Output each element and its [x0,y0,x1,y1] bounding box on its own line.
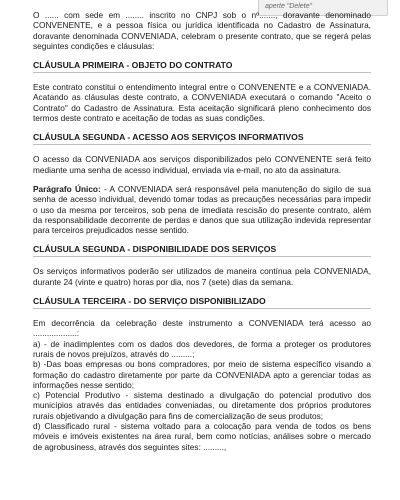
clausula-segunda-disponibilidade-title: CLÁUSULA SEGUNDA - DISPONIBILIDADE DOS SERVIÇOS [33,244,277,255]
clausula-terceira-title: CLÁUSULA TERCEIRA - DO SERVIÇO DISPONIBILIZADO [33,296,266,307]
intro-paragraph: O ...... com sede em ........ inscrito no CNPJ sob o nº......., doravante denominado CONVENENTE, e a pessoa física ou jurídica identificada no Cadastro de Assinatura, doravante denominada CONVENIADA, celebram o presente contrato, que se regerá pelas seguintes condições e cláusulas: [33,10,371,51]
tooltip-text: aperte "Delete" [265,3,312,10]
contract-document [33,10,371,452]
clausula-primeira-title: CLÁUSULA PRIMEIRA - OBJETO DO CONTRATO [33,60,233,71]
list-item-c: c) Potencial Produtivo - sistema destinado a divulgação do potencial produtivo dos municípios através das entidades conveniadas, ou diretamente dos próprios produtores rurais objetivando a divulgação para fins de comercialização de seus produtos; [33,390,371,421]
list-item-b: b) -Das boas empresas ou bons compradores, por meio de sistema específico visando a formação do cadastro diretamente por parte da CONVENIADA apto a gerenciar todas as informações nesse sentido; [33,359,371,390]
section-divider [33,144,371,145]
paragrafo-unico [33,184,371,235]
list-item-d: d) Classificado rural - sistema voltado para a colocação para venda de todos os bens móveis e imóveis existentes na área rural, bem como notícias, análises sobre o mercado de agrobusiness, através dos seguintes sites: ........., [33,421,371,452]
section-divider [33,72,371,73]
clausula-segunda-title: CLÁUSULA SEGUNDA - ACESSO AOS SERVIÇOS INFORMATIVOS [33,132,304,143]
clausula-terceira-text: Em decorrência da celebração deste instrumento a CONVENIADA terá acesso ao ...................: [33,318,371,339]
list-item-a: a) - de inadimplentes com os dados dos devedores, de forma a proteger os produtores rurais de novos prejuízos, através do .........; [33,338,371,359]
clausula-segunda-disponibilidade-text: Os serviços informativos poderão ser utilizados de maneira contínua pela CONVENIADA, durante 24 (vinte e quatro) horas por dia, nos 7 (sete) dias da semana. [33,266,371,287]
paragrafo-unico-text: - A CONVENIADA será responsável pela manutenção do sigilo de sua senha de acesso individual, devendo tomar todas as precauções necessárias para impedir o uso da mesma por terceiros, sob pena de imediata rescisão do presente contrato, além da responsabilidade decorrente de perdas e danos que sua utilização indevida representar para terceiros prejudicados nesse sentido. [33,183,371,236]
clausula-primeira-text: Este contrato constitui o entendimento integral entre o CONVENENTE e a CONVENIADA. Acatando as cláusulas deste contrato, a CONVENIADA executará o comando "Aceito o Contrato" do Cadastro de Assinatura. Esta aceitação significará pleno conhecimento dos termos deste contrato e aceitação de todas as suas condições. [33,82,371,124]
section-divider [33,308,371,309]
section-divider [33,256,371,257]
clausula-segunda-text: O acesso da CONVENIADA aos serviços disponibilizados pelo CONVENENTE será feito mediante uma senha de acesso individual, enviada via e-mail, no ato da assinatura. [33,154,371,175]
paragrafo-unico-label: Parágrafo Único: [33,183,101,194]
